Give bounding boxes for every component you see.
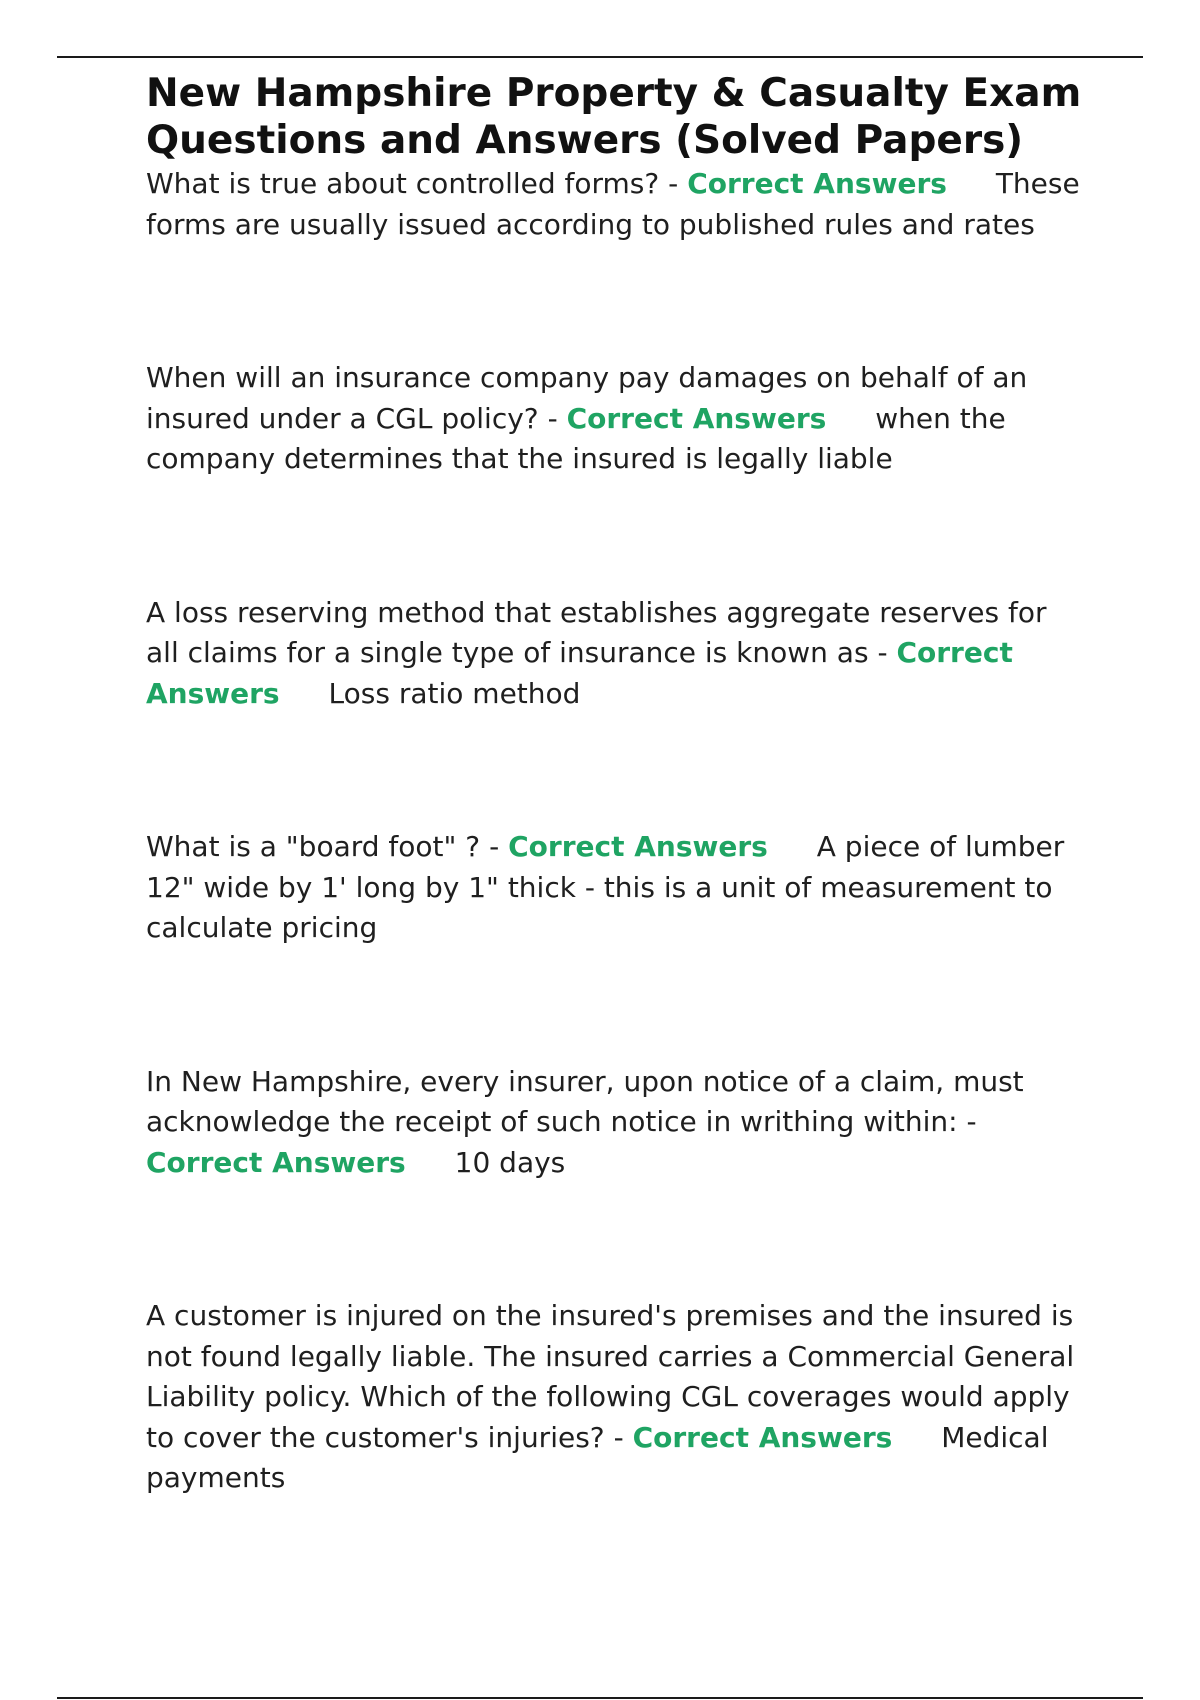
bottom-divider (57, 1697, 1143, 1699)
separator: - (547, 401, 558, 435)
answer-label: Correct Answers (632, 1420, 893, 1454)
qa-item (146, 358, 1086, 480)
question-text: In New Hampshire, every insurer, upon notice of a claim, must acknowledge the receipt of such notice in writhing within: (146, 1064, 1024, 1138)
qa-item (146, 593, 1086, 715)
separator: - (489, 830, 500, 863)
qa-item (146, 164, 1086, 245)
answer-text: A piece of lumber 12" wide by 1' long by 1" thick - this is a unit of measurement to calculate pricing (146, 830, 1065, 944)
answer-label: Correct Answers (566, 401, 827, 435)
document-title: New Hampshire Property & Casualty Exam Questions and Answers (Solved Papers) (146, 71, 1082, 163)
qa-item (146, 1296, 1086, 1499)
question-text: What is a "board foot" ? (146, 830, 481, 863)
answer-label: Correct Answers (146, 636, 1013, 710)
separator: - (966, 1105, 977, 1138)
separator: - (613, 1420, 624, 1454)
answer-text: Loss ratio method (328, 676, 581, 710)
answer-text: These forms are usually issued according to published rules and rates (146, 167, 1080, 241)
qa-list (146, 164, 1086, 1499)
answer-label: Correct Answers (146, 1145, 406, 1179)
separator: - (877, 636, 888, 669)
answer-label: Correct Answers (687, 167, 947, 200)
answer-label: Correct Answers (508, 830, 768, 863)
separator: - (668, 167, 679, 200)
document-body (146, 70, 1086, 1499)
answer-text: when the company determines that the insured is legally liable (146, 401, 1006, 475)
question-text: When will an insurance company pay damages on behalf of an insured under a CGL policy? (146, 361, 1028, 435)
question-text: A customer is injured on the insured's premises and the insured is not found legally liable. The insured carries a Commercial General Liability policy. Which of the following CGL coverages would apply to cover the customer's injuries? (146, 1299, 1075, 1454)
question-text: A loss reserving method that establishes aggregate reserves for all claims for a single type of insurance is known as (146, 595, 1047, 669)
top-divider (57, 56, 1143, 58)
question-text: What is true about controlled forms? (146, 167, 660, 200)
qa-item (146, 827, 1086, 949)
qa-item (146, 1062, 1086, 1184)
answer-text: Medical payments (146, 1420, 1049, 1494)
answer-text: 10 days (454, 1145, 566, 1179)
